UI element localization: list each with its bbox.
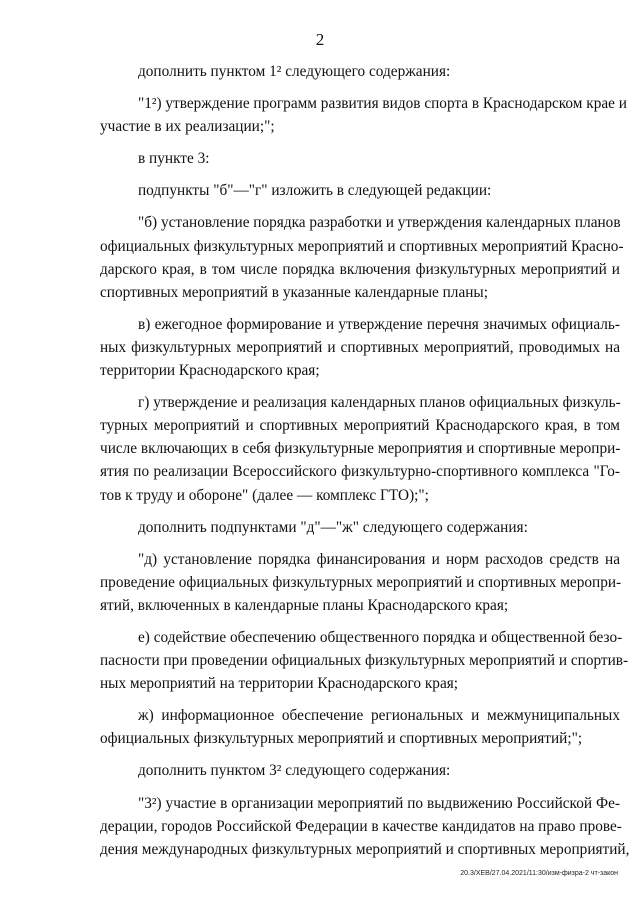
text-line: числе включающих в себя физкультурные мероприятия и спортивные меропри- (100, 440, 621, 458)
paragraph-gap (100, 507, 620, 516)
text-line: спортивных мероприятий в указанные календарные планы; (100, 283, 488, 301)
text-line: официальных физкультурных мероприятий и спортивных мероприятий;"; (100, 730, 583, 748)
page-number: 2 (315, 30, 325, 49)
document-footer-code: 20.3/ХЕВ/27.04.2021/11:30/изм-физра-2 чт-закон (460, 870, 618, 877)
text-line: ных физкультурных мероприятий и спортивных мероприятий, проводимых на (100, 338, 620, 356)
text-line: в пункте 3: (138, 150, 210, 168)
text-line: пасности при проведении официальных физкультурных мероприятий и спортив- (100, 652, 629, 670)
paragraph-gap (100, 750, 620, 759)
paragraph-gap (100, 202, 620, 211)
paragraph-gap (100, 382, 620, 391)
text-line: "1²) утверждение программ развития видов спорта в Краснодарском крае и (138, 95, 627, 113)
text-line: дополнить пунктом 1² следующего содержания: (138, 63, 451, 80)
paragraph-gap (100, 304, 620, 313)
text-line: официальных физкультурных мероприятий и спортивных мероприятий Красно- (100, 237, 624, 255)
text-line: ятий, включенных в календарные планы Краснодарского края; (100, 596, 509, 614)
text-line: ятия по реализации Всероссийского физкультурно-спортивного комплекса "Го- (100, 463, 620, 481)
document-body (100, 60, 630, 861)
text-line: дополнить пунктом 3² следующего содержания: (138, 762, 451, 780)
text-line: дополнить подпунктами "д"—"ж" следующего содержания: (138, 518, 528, 536)
paragraph-gap (100, 138, 620, 147)
text-line: дарского края, в том числе порядка включения физкультурных мероприятий и (100, 260, 620, 278)
text-line: в) ежегодное формирование и утверждение перечня значимых официаль- (138, 315, 620, 333)
paragraph-gap (100, 539, 620, 548)
text-line: "д) установление порядка финансирования и норм расходов средств на (138, 550, 620, 568)
paragraph-gap (100, 783, 620, 792)
text-line: турных мероприятий и спортивных мероприятий Краснодарского края, в том (100, 417, 620, 435)
text-line: проведение официальных физкультурных мероприятий и спортивных меропри- (100, 573, 622, 591)
paragraph-gap (100, 170, 620, 179)
text-line: ж) информационное обеспечение региональных и межмуниципальных (138, 707, 620, 725)
text-line: дения международных физкультурных мероприятий и спортивных мероприятий, (100, 840, 630, 858)
text-line: ных мероприятий на территории Краснодарского края; (100, 675, 459, 693)
paragraph-gap (100, 617, 620, 626)
text-line: подпункты "б"—"г" изложить в следующей редакции: (138, 182, 492, 200)
text-line: территории Краснодарского края; (100, 362, 320, 380)
paragraph-gap (100, 695, 620, 704)
paragraph-gap (100, 83, 620, 92)
text-line: тов к труду и обороне" (далее — комплекс ГТО);"; (100, 486, 429, 504)
text-line: "б) установление порядка разработки и утверждения календарных планов (138, 214, 621, 232)
text-line: г) утверждение и реализация календарных планов официальных физкуль- (138, 394, 621, 412)
text-line: дерации, городов Российской Федерации в качестве кандидатов на право прове- (100, 817, 622, 835)
text-line: участие в их реализации;"; (100, 118, 275, 136)
text-line: е) содействие обеспечению общественного порядка и общественной безо- (138, 628, 623, 646)
text-line: "3²) участие в организации мероприятий по выдвижению Российской Фе- (138, 794, 620, 812)
